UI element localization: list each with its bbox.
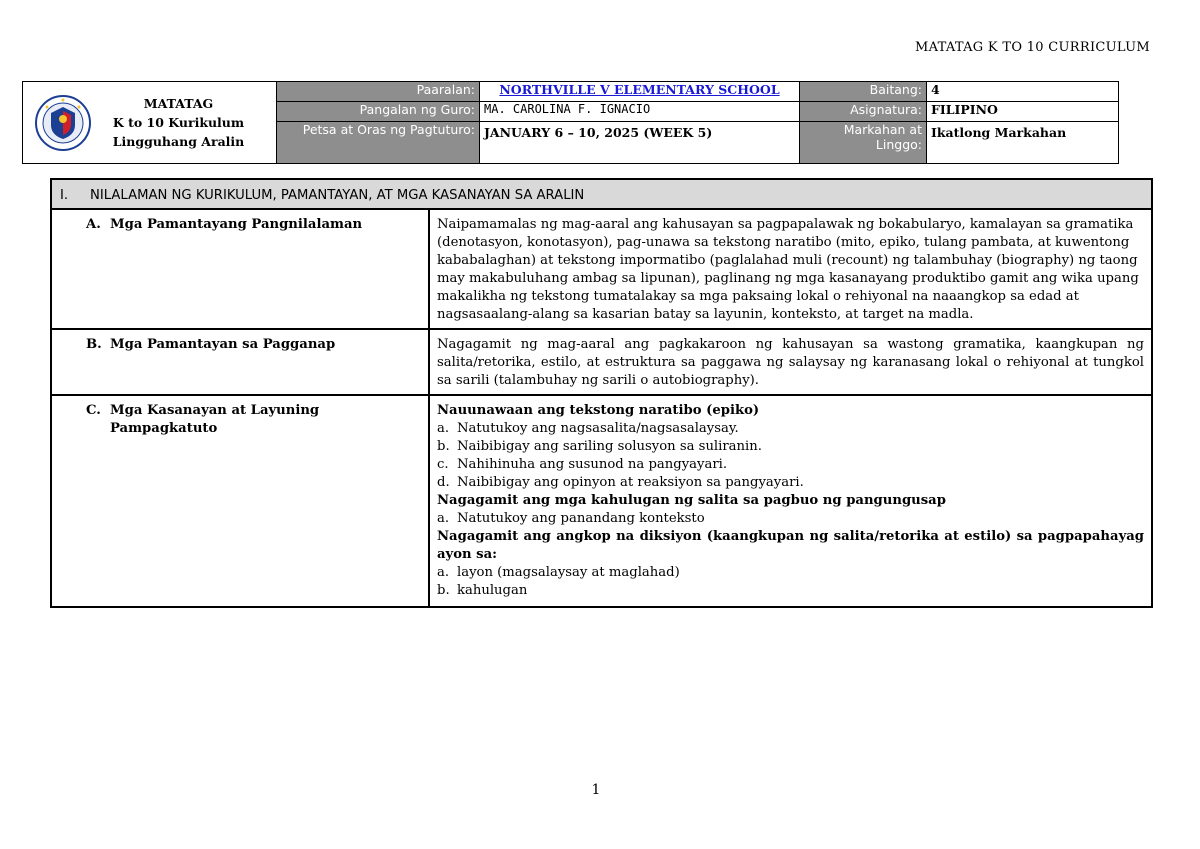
list-item-letter: a. bbox=[437, 565, 450, 580]
subject-value: FILIPINO bbox=[927, 102, 1119, 122]
teacher-label: Pangalan ng Guro: bbox=[277, 102, 480, 122]
quarter-label bbox=[800, 122, 927, 164]
row-a-letter: A. bbox=[86, 217, 101, 232]
title-line-3: Lingguhang Aralin bbox=[112, 134, 245, 149]
row-a-body: Naipamamalas ng mag-aaral ang kahusayan sa pagpapalawak ng bokabularyo, kamalayan sa gramatika (denotasyon, konotasyon), pag-unawa sa tekstong naratibo (mito, epiko, tulang pambata, at kuwentong kababalaghan) at tekstong impormatibo (paglalahad muli (recount) ng talambuhay (biography) ng taong may makabuluhang ambag sa lipunan), paglinang ng mga kasanayang produktibo gamit ang wika upang makalikha ng tekstong tumatalakay sa mga paksaing lokal o rehiyonal na naaangkop sa edad at nagsasaalang-alang sa kasarian batay sa layunin, konteksto, at target na madla. bbox=[429, 209, 1152, 329]
grade-value: 4 bbox=[927, 82, 1119, 102]
row-c-label bbox=[51, 395, 429, 607]
school-label: Paaralan: bbox=[277, 82, 480, 102]
title-line-1: MATATAG bbox=[143, 96, 214, 111]
deped-seal-icon bbox=[35, 95, 91, 151]
list-item-text: Naibibigay ang opinyon at reaksiyon sa pangyayari. bbox=[457, 475, 804, 490]
list-item bbox=[437, 456, 1144, 474]
list-item-text: Naibibigay ang sariling solusyon sa suliranin. bbox=[457, 439, 762, 454]
quarter-label-line-2: Linggo: bbox=[875, 137, 922, 152]
subject-label: Asignatura: bbox=[800, 102, 927, 122]
list-item-letter: a. bbox=[437, 421, 450, 436]
competency-heading-3: Nagagamit ang angkop na diksiyon (kaangkupan ng salita/retorika at estilo) sa pagpapahayag ayon sa: bbox=[437, 529, 1144, 562]
row-b-letter: B. bbox=[86, 337, 102, 352]
list-item-text: Natutukoy ang panandang konteksto bbox=[457, 511, 705, 526]
list-item bbox=[437, 438, 1144, 456]
list-item-letter: d. bbox=[437, 475, 450, 490]
grade-label: Baitang: bbox=[800, 82, 927, 102]
logo-title-cell bbox=[23, 82, 277, 164]
curriculum-content-table bbox=[50, 178, 1153, 608]
page-number: 1 bbox=[591, 782, 601, 798]
document-title bbox=[91, 94, 276, 151]
table-row bbox=[51, 395, 1152, 607]
date-value: JANUARY 6 – 10, 2025 (WEEK 5) bbox=[480, 122, 800, 164]
list-item-text: kahulugan bbox=[457, 583, 528, 598]
row-b-body: Nagagamit ng mag-aaral ang pagkakaroon ng kahusayan sa wastong gramatika, kaangkupan ng salita/retorika, estilo, at estruktura sa paggawa ng salaysay ng karanasang lokal o rehiyonal at tungkol sa sarili (talambuhay ng sarili o autobiography). bbox=[429, 329, 1152, 395]
competency-heading-2: Nagagamit ang mga kahulugan ng salita sa pagbuo ng pangungusap bbox=[437, 493, 946, 508]
list-item bbox=[437, 420, 1144, 438]
row-b-label bbox=[51, 329, 429, 395]
section-heading bbox=[51, 179, 1152, 209]
list-item-text: Nahihinuha ang susunod na pangyayari. bbox=[457, 457, 728, 472]
list-item-text: Natutukoy ang nagsasalita/nagsasalaysay. bbox=[457, 421, 739, 436]
table-row bbox=[51, 329, 1152, 395]
row-b-label-text: Mga Pamantayan sa Pagganap bbox=[110, 337, 336, 352]
title-line-2: K to 10 Kurikulum bbox=[112, 115, 245, 130]
list-item-letter: a. bbox=[437, 511, 450, 526]
quarter-label-line-1: Markahan at bbox=[843, 122, 922, 137]
lesson-info-table bbox=[22, 81, 1119, 164]
teacher-value: MA. CAROLINA F. IGNACIO bbox=[480, 102, 800, 122]
quarter-value: Ikatlong Markahan bbox=[927, 122, 1119, 164]
table-row bbox=[51, 209, 1152, 329]
row-a-label bbox=[51, 209, 429, 329]
row-c-body bbox=[429, 395, 1152, 607]
section-number: I. bbox=[60, 188, 69, 203]
section-title: NILALAMAN NG KURIKULUM, PAMANTAYAN, AT MGA KASANAYAN SA ARALIN bbox=[90, 188, 585, 203]
row-c-label-line-1: Mga Kasanayan at Layuning bbox=[110, 403, 320, 418]
list-item-text: layon (magsalaysay at maglahad) bbox=[457, 565, 680, 580]
curriculum-header-label: MATATAG K TO 10 CURRICULUM bbox=[915, 40, 1150, 55]
row-c-label-line-2: Pampagkatuto bbox=[110, 421, 218, 436]
competency-heading-1: Nauunawaan ang tekstong naratibo (epiko) bbox=[437, 403, 760, 418]
list-item-letter: b. bbox=[437, 439, 450, 454]
list-item-letter: c. bbox=[437, 457, 449, 472]
list-item bbox=[437, 474, 1144, 492]
row-c-letter: C. bbox=[86, 403, 101, 418]
date-label: Petsa at Oras ng Pagtuturo: bbox=[277, 122, 480, 164]
list-item bbox=[437, 564, 1144, 582]
list-item-letter: b. bbox=[437, 583, 450, 598]
list-item bbox=[437, 582, 1144, 600]
school-value[interactable]: NORTHVILLE V ELEMENTARY SCHOOL bbox=[480, 82, 800, 102]
list-item bbox=[437, 510, 1144, 528]
row-a-label-text: Mga Pamantayang Pangnilalaman bbox=[110, 217, 363, 232]
